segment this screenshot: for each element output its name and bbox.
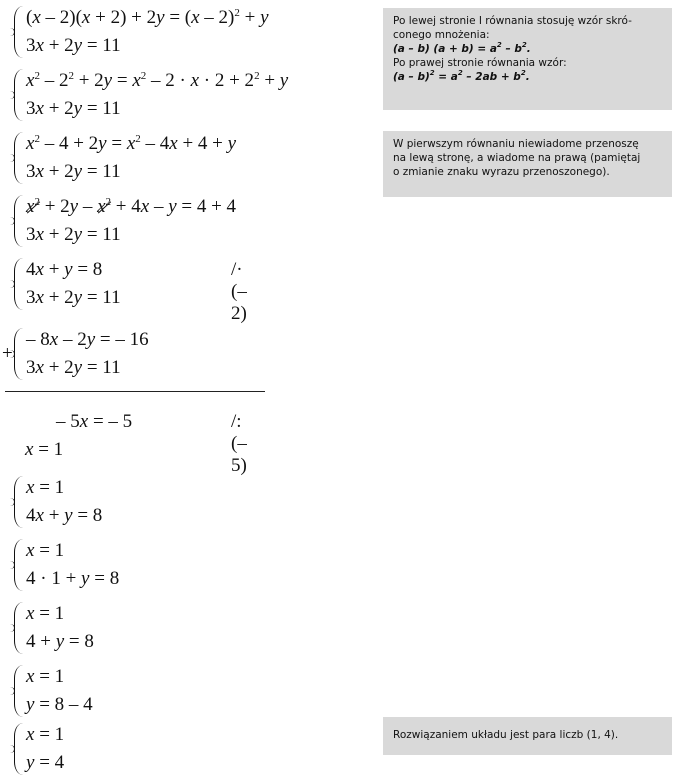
formula-square-of-difference: $(a - b)^2 = a^2 - 2ab + b^2$. [393, 69, 530, 83]
equation-line-2: y = 4 [26, 752, 65, 773]
note-box-moving-terms [383, 131, 672, 197]
equation-line-1: x = 1 [26, 724, 65, 745]
system-brace [14, 476, 25, 528]
equation-line-2: 3x + 2y = 11 [26, 35, 121, 56]
equation-line-1: – 8x – 2y = – 16 [26, 329, 149, 350]
system-brace [14, 69, 25, 121]
equation-line-1: (x – 2)(x + 2) + 2y = (x – 2)$^2$ + y [26, 7, 269, 28]
equation-line-2: 3x + 2y = 11 [26, 224, 121, 245]
equation-line-2: 3x + 2y = 11 [26, 98, 121, 119]
system-brace [14, 328, 25, 380]
equation-line-2: 3x + 2y = 11 [26, 161, 121, 182]
system-brace [14, 132, 25, 184]
note-text: conego mnożenia: [393, 29, 490, 41]
equation-line-1: x = 1 [26, 666, 65, 687]
equation-line-1: $x^2 + 2y - x^2 + 4x - y = 4 + 4$ [26, 196, 237, 217]
equation-line-1: $x^2 - 4 + 2y = x^2 - 4x + 4 + y$ [26, 133, 237, 154]
system-brace [14, 258, 25, 310]
note-text: o zmianie znaku wyrazu przenoszonego). [393, 166, 610, 178]
note-text: Rozwiązaniem układu jest para liczb (1, 4). [393, 729, 619, 741]
note-text: W pierwszym równaniu niewiadome przenoszę [393, 138, 639, 150]
note-text: Po lewej stronie I równania stosuję wzór skró- [393, 15, 632, 27]
system-brace [14, 723, 25, 775]
system-brace [14, 6, 25, 58]
note-box-formulas [383, 8, 672, 110]
equation-line-1: 4x + y = 8 [26, 259, 103, 280]
equation-line-1: $x^2 - 2^2 + 2y = x^2 - 2 \cdot x \cdot 2 + 2^2 + y$ [26, 70, 289, 91]
equation-line-2: x = 1 [25, 439, 64, 460]
equation-line-2: 4 · 1 + y = 8 [26, 568, 120, 589]
equation-line-2: y = 8 – 4 [26, 694, 93, 715]
equation-line-1: x = 1 [26, 603, 65, 624]
plus-sign: + [2, 343, 13, 364]
equation-line-1: x = 1 [26, 540, 65, 561]
note-text: Po prawej stronie równania wzór: [393, 57, 567, 69]
system-brace [14, 539, 25, 591]
equation-line-2: 3x + 2y = 11 [26, 287, 121, 308]
equation-line-2: 4x + y = 8 [26, 505, 103, 526]
equation-line-1: x = 1 [26, 477, 65, 498]
system-brace [14, 195, 25, 247]
formula-difference-of-squares: (a – b) $(a + b) = a^2 - b^2$. [393, 41, 531, 55]
equation-line-2: 4 + y = 8 [26, 631, 94, 652]
system-brace [14, 665, 25, 717]
note-text: na lewą stronę, a wiadome na prawą (pamiętaj [393, 152, 641, 164]
operation-label: /· (– 2) [231, 259, 247, 324]
system-brace [14, 602, 25, 654]
sum-rule [5, 391, 265, 392]
equation-line-1: – 5x = – 5 [56, 411, 133, 432]
operation-label: /: (– 5) [231, 411, 247, 476]
equation-line-2: 3x + 2y = 11 [26, 357, 121, 378]
note-box-solution [383, 717, 672, 755]
